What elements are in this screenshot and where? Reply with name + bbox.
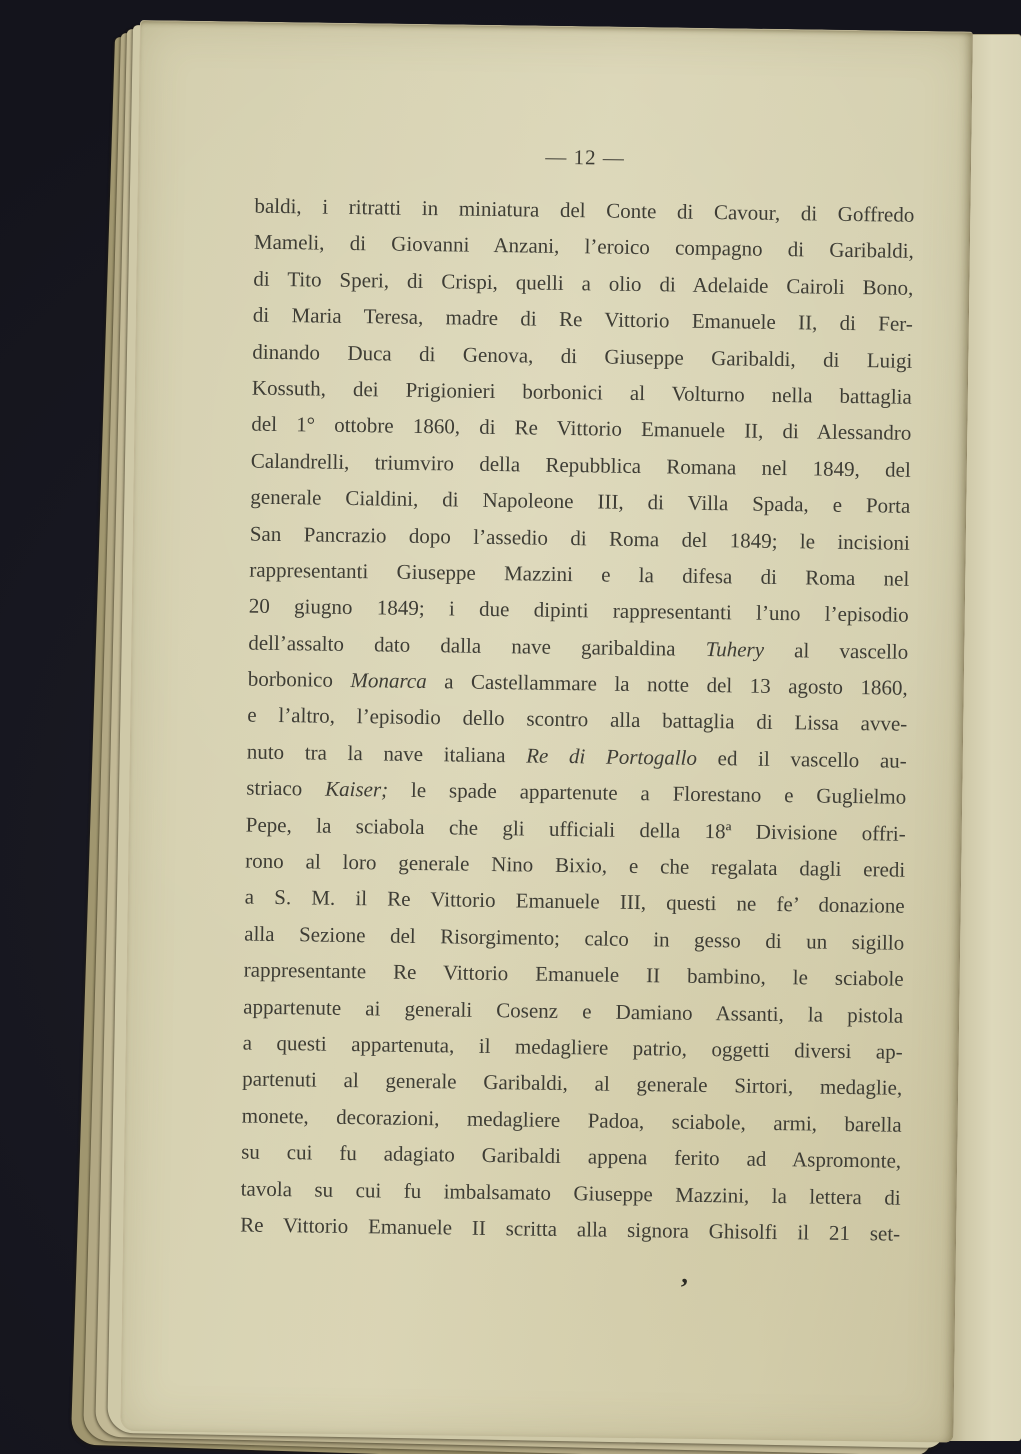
- body-text: [240, 188, 915, 1252]
- text-line: rappresentante Re Vittorio Emanuele II bambino, le sciabole: [243, 957, 904, 991]
- book-page: [120, 20, 973, 1442]
- text-line: dell’assalto dato dalla nave garibaldina Tuhery al vascello: [248, 630, 909, 664]
- text-line: 20 giugno 1849; i due dipinti rappresentanti l’uno l’episodio: [248, 593, 909, 628]
- text-line: su cui fu adagiato Garibaldi appena ferito ad Aspromonte,: [241, 1139, 902, 1173]
- text-line: e l’altro, l’episodio dello scontro alla battaglia di Lissa avve-: [247, 703, 908, 737]
- text-line: rono al loro generale Nino Bixio, e che regalata dagli eredi: [245, 848, 906, 882]
- text-line: San Pancrazio dopo l’assedio di Roma del 1849; le incisioni: [249, 521, 910, 555]
- text-line: generale Cialdini, di Napoleone III, di Villa Spada, e Porta: [250, 484, 911, 518]
- text-line: Pepe, la sciabola che gli ufficiali della 18ª Divisione offri-: [245, 812, 906, 846]
- text-line: di Tito Speri, di Crispi, quelli a olio di Adelaide Cairoli Bono,: [253, 266, 914, 300]
- text-line: rappresentanti Giuseppe Mazzini e la difesa di Roma nel: [249, 557, 910, 591]
- text-line: del 1° ottobre 1860, di Re Vittorio Emanuele II, di Alessandro: [251, 411, 912, 446]
- text-line: Kossuth, dei Prigionieri borbonici al Volturno nella battaglia: [251, 375, 912, 409]
- text-line: di Maria Teresa, madre di Re Vittorio Emanuele II, di Fer-: [252, 302, 913, 336]
- text-line: appartenute ai generali Cosenz e Damiano Assanti, la pistola: [243, 994, 904, 1028]
- text-line: nuto tra la nave italiana Re di Portogallo ed il vascello au-: [246, 739, 907, 773]
- text-line: Mameli, di Giovanni Anzani, l’eroico compagno di Garibaldi,: [253, 230, 915, 264]
- ink-mark: ’: [678, 1272, 690, 1304]
- text-line: a questi appartenuta, il medagliere patrio, oggetti diversi ap-: [242, 1030, 903, 1064]
- text-line: a S. M. il Re Vittorio Emanuele III, questi ne fe’ donazione: [244, 884, 905, 919]
- text-line: borbonico Monarca a Castellammare la notte del 13 agosto 1860,: [247, 666, 908, 700]
- text-line: tavola su cui fu imbalsamato Giuseppe Mazzini, la lettera di: [240, 1176, 901, 1210]
- text-line: striaco Kaiser; le spade appartenute a Florestano e Guglielmo: [246, 775, 907, 810]
- text-line: partenuti al generale Garibaldi, al generale Sirtori, medaglie,: [242, 1066, 903, 1101]
- text-line: monete, decorazioni, medagliere Padoa, sciabole, armi, barella: [241, 1103, 902, 1137]
- text-line: Re Vittorio Emanuele II scritta alla signora Ghisolfi il 21 set-: [240, 1212, 901, 1246]
- text-line: baldi, i ritratti in miniatura del Conte di Cavour, di Goffredo: [254, 193, 915, 227]
- text-line: dinando Duca di Genova, di Giuseppe Garibaldi, di Luigi: [252, 339, 913, 373]
- text-line: Calandrelli, triumviro della Repubblica Romana nel 1849, del: [250, 448, 911, 482]
- page-number: — 12 —: [545, 144, 626, 170]
- text-line: alla Sezione del Risorgimento; calco in gesso di un sigillo: [244, 921, 905, 955]
